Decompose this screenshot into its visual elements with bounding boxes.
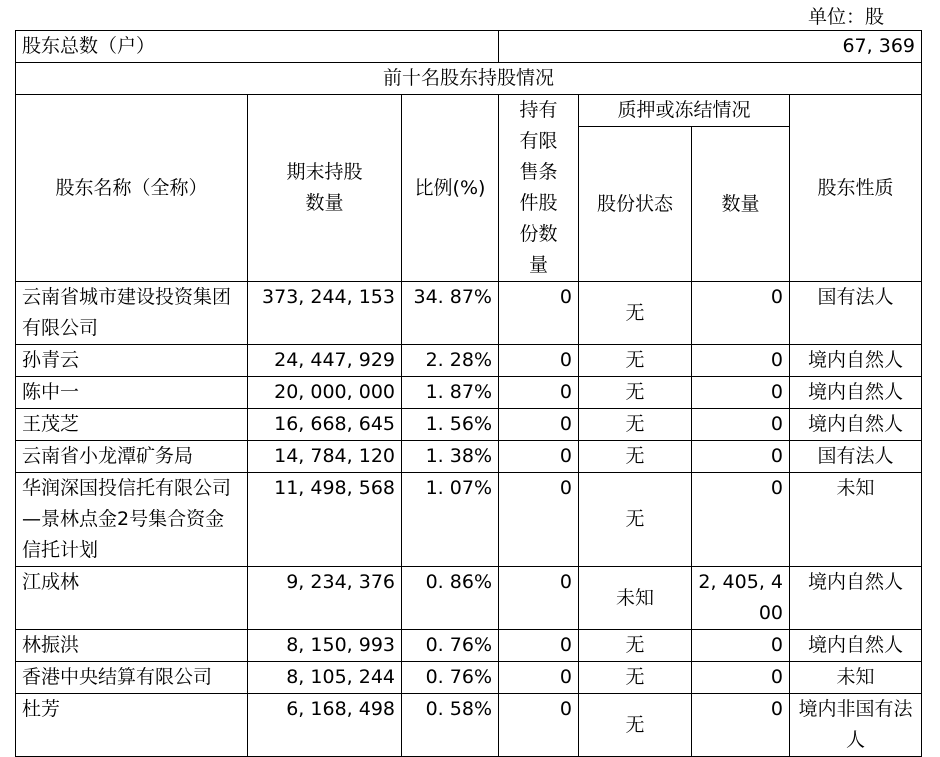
table-row bbox=[16, 409, 922, 441]
pledge-status: 无 bbox=[579, 694, 692, 757]
shareholder-name: 华润深国投信托有限公司—景林点金2号集合资金信托计划 bbox=[16, 473, 248, 567]
shares-held: 20, 000, 000 bbox=[248, 377, 402, 409]
share-ratio: 1. 07% bbox=[402, 473, 499, 567]
pledge-status: 无 bbox=[579, 345, 692, 377]
shares-held: 6, 168, 498 bbox=[248, 694, 402, 757]
shareholder-name: 林振洪 bbox=[16, 630, 248, 662]
header-shares: 期末持股 数量 bbox=[248, 95, 402, 282]
header-restricted: 持有 有限 售条 件股 份数 量 bbox=[499, 95, 579, 282]
pledge-status: 未知 bbox=[579, 567, 692, 630]
pledge-status: 无 bbox=[579, 441, 692, 473]
shares-held: 8, 150, 993 bbox=[248, 630, 402, 662]
shareholder-nature: 未知 bbox=[790, 662, 922, 694]
restricted-shares: 0 bbox=[499, 662, 579, 694]
share-ratio: 0. 76% bbox=[402, 630, 499, 662]
restricted-shares: 0 bbox=[499, 630, 579, 662]
shareholder-nature: 境内自然人 bbox=[790, 567, 922, 630]
shareholder-nature: 境内非国有法人 bbox=[790, 694, 922, 757]
header-pledge-group: 质押或冻结情况 bbox=[579, 95, 790, 127]
shareholder-name: 王茂芝 bbox=[16, 409, 248, 441]
total-holders-label: 股东总数（户） bbox=[16, 31, 499, 63]
table-row bbox=[16, 694, 922, 757]
share-ratio: 34. 87% bbox=[402, 282, 499, 345]
restricted-shares: 0 bbox=[499, 282, 579, 345]
shareholder-name: 杜芳 bbox=[16, 694, 248, 757]
section-title: 前十名股东持股情况 bbox=[16, 63, 922, 95]
table-row bbox=[16, 282, 922, 345]
unit-label: 单位：股 bbox=[808, 6, 885, 28]
header-name: 股东名称（全称） bbox=[16, 95, 248, 282]
shares-held: 373, 244, 153 bbox=[248, 282, 402, 345]
shares-held: 24, 447, 929 bbox=[248, 345, 402, 377]
header-ratio: 比例(%) bbox=[402, 95, 499, 282]
pledge-qty: 0 bbox=[692, 345, 790, 377]
share-ratio: 1. 56% bbox=[402, 409, 499, 441]
shares-held: 14, 784, 120 bbox=[248, 441, 402, 473]
pledge-qty: 0 bbox=[692, 409, 790, 441]
table-row bbox=[16, 345, 922, 377]
restricted-shares: 0 bbox=[499, 409, 579, 441]
shareholder-nature: 未知 bbox=[790, 473, 922, 567]
share-ratio: 0. 86% bbox=[402, 567, 499, 630]
shareholder-name: 云南省小龙潭矿务局 bbox=[16, 441, 248, 473]
pledge-status: 无 bbox=[579, 409, 692, 441]
shareholder-name: 香港中央结算有限公司 bbox=[16, 662, 248, 694]
pledge-qty: 0 bbox=[692, 441, 790, 473]
pledge-status: 无 bbox=[579, 473, 692, 567]
pledge-qty: 0 bbox=[692, 377, 790, 409]
shareholder-table bbox=[15, 30, 922, 757]
share-ratio: 0. 76% bbox=[402, 662, 499, 694]
shares-held: 11, 498, 568 bbox=[248, 473, 402, 567]
shareholder-name: 江成林 bbox=[16, 567, 248, 630]
shareholder-name: 陈中一 bbox=[16, 377, 248, 409]
header-nature: 股东性质 bbox=[790, 95, 922, 282]
pledge-status: 无 bbox=[579, 662, 692, 694]
header-pledge-qty: 数量 bbox=[692, 127, 790, 282]
restricted-shares: 0 bbox=[499, 441, 579, 473]
table-row bbox=[16, 441, 922, 473]
shareholder-nature: 境内自然人 bbox=[790, 630, 922, 662]
pledge-status: 无 bbox=[579, 630, 692, 662]
shareholder-nature: 境内自然人 bbox=[790, 377, 922, 409]
restricted-shares: 0 bbox=[499, 694, 579, 757]
pledge-qty: 0 bbox=[692, 473, 790, 567]
restricted-shares: 0 bbox=[499, 345, 579, 377]
shareholder-nature: 境内自然人 bbox=[790, 345, 922, 377]
table-row bbox=[16, 567, 922, 630]
shareholder-name: 孙青云 bbox=[16, 345, 248, 377]
table-row bbox=[16, 377, 922, 409]
header-pledge-status: 股份状态 bbox=[579, 127, 692, 282]
share-ratio: 1. 38% bbox=[402, 441, 499, 473]
pledge-status: 无 bbox=[579, 282, 692, 345]
pledge-qty: 2, 405, 400 bbox=[692, 567, 790, 630]
share-ratio: 0. 58% bbox=[402, 694, 499, 757]
total-holders-value: 67, 369 bbox=[499, 31, 922, 63]
restricted-shares: 0 bbox=[499, 567, 579, 630]
shares-held: 16, 668, 645 bbox=[248, 409, 402, 441]
pledge-qty: 0 bbox=[692, 630, 790, 662]
restricted-shares: 0 bbox=[499, 377, 579, 409]
shareholder-nature: 境内自然人 bbox=[790, 409, 922, 441]
shareholder-nature: 国有法人 bbox=[790, 282, 922, 345]
share-ratio: 2. 28% bbox=[402, 345, 499, 377]
share-ratio: 1. 87% bbox=[402, 377, 499, 409]
shareholder-name: 云南省城市建设投资集团有限公司 bbox=[16, 282, 248, 345]
restricted-shares: 0 bbox=[499, 473, 579, 567]
pledge-status: 无 bbox=[579, 377, 692, 409]
shares-held: 9, 234, 376 bbox=[248, 567, 402, 630]
shareholder-nature: 国有法人 bbox=[790, 441, 922, 473]
pledge-qty: 0 bbox=[692, 282, 790, 345]
shares-held: 8, 105, 244 bbox=[248, 662, 402, 694]
pledge-qty: 0 bbox=[692, 662, 790, 694]
table-row bbox=[16, 473, 922, 567]
table-row bbox=[16, 630, 922, 662]
pledge-qty: 0 bbox=[692, 694, 790, 757]
table-row bbox=[16, 662, 922, 694]
